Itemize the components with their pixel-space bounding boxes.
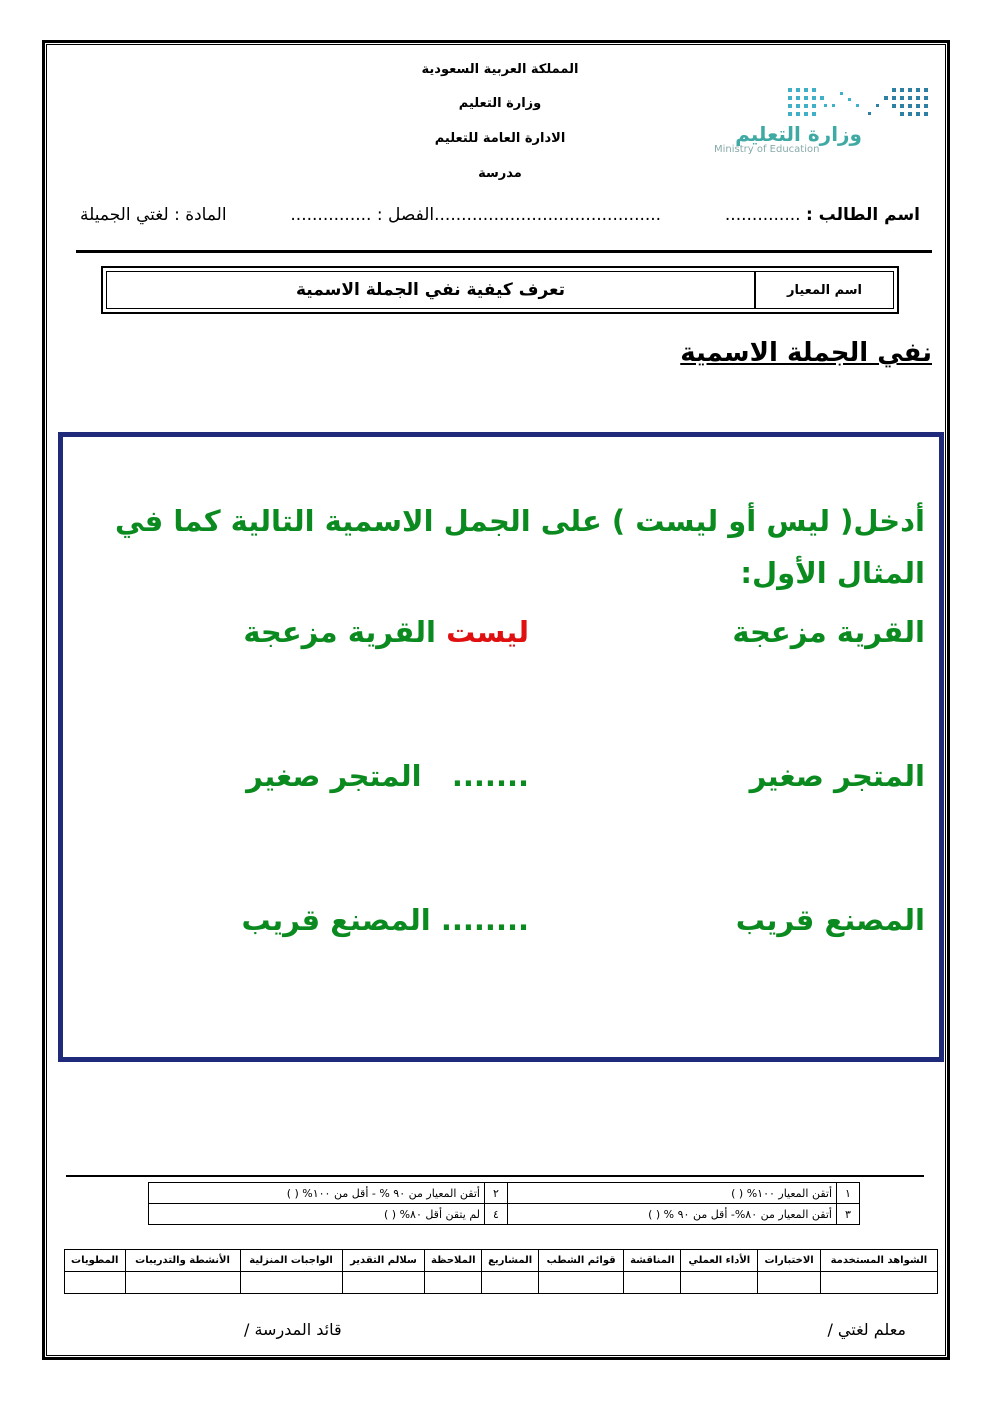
evidence-cell[interactable] (758, 1272, 821, 1294)
evidence-cell[interactable] (342, 1272, 425, 1294)
evidence-cell[interactable] (538, 1272, 623, 1294)
evidence-cell[interactable] (820, 1272, 937, 1294)
evidence-header: الاختبارات (758, 1250, 821, 1272)
student-name-label: اسم الطالب : (805, 205, 920, 225)
student-name-field: اسم الطالب : .............. (724, 205, 920, 225)
teacher-signature: معلم لغتي / (827, 1320, 906, 1339)
standard-box (106, 271, 894, 309)
logo-arabic-text: وزارة التعليم (735, 122, 862, 146)
exercise-sentence: المصنع قريب (735, 903, 925, 937)
subject-label: المادة : لغتي الجميلة (80, 205, 227, 225)
evidence-cell[interactable] (125, 1272, 240, 1294)
header-kingdom: المملكة العربية السعودية (421, 62, 579, 77)
evidence-cell[interactable] (624, 1272, 681, 1294)
standard-value: تعرف كيفية نفي الجملة الاسمية (295, 280, 566, 300)
student-info-row (80, 205, 920, 225)
exercise-answer: ليست القرية مزعجة (243, 615, 529, 649)
header-ministry: وزارة التعليم (458, 96, 542, 111)
negator-blank[interactable]: ........ (440, 903, 529, 937)
principal-signature: قائد المدرسة / (244, 1320, 342, 1339)
table-row: ١ أتقن المعيار ١٠٠% ( ) ٢ أتقن المعيار من ٩٠ % - أقل من ١٠٠% ( ) (149, 1183, 860, 1204)
table-row (65, 1272, 938, 1294)
table-row: ٣ أتقن المعيار من ٨٠%- أقل من ٩٠ % ( ) ٤ لم يتقن أقل ٨٠% ( ) (149, 1204, 860, 1225)
mastery-levels-table (148, 1182, 860, 1225)
evidence-cell[interactable] (425, 1272, 482, 1294)
exercise-answer: ....... المتجر صغير (246, 759, 529, 793)
evidence-header: الأداء العملي (681, 1250, 758, 1272)
lesson-title: نفي الجملة الاسمية (680, 338, 932, 368)
evidence-header: قوائم الشطب (538, 1250, 623, 1272)
logo-english-text: Ministry of Education (714, 144, 820, 155)
ministry-logo (712, 84, 937, 160)
evidence-header: المناقشة (624, 1250, 681, 1272)
exercise-instruction: أدخل( ليس أو ليست ) على الجمل الاسمية التالية كما في المثال الأول: (114, 504, 925, 590)
negator-blank[interactable]: ....... (451, 759, 529, 793)
header-school: مدرسة (478, 166, 522, 181)
exercise-answer: ........ المصنع قريب (241, 903, 529, 937)
evidence-cell[interactable] (65, 1272, 126, 1294)
standard-label: اسم المعيار (754, 272, 893, 308)
table-row (65, 1250, 938, 1272)
footer-divider (66, 1175, 924, 1177)
class-label: الفصل : (376, 205, 435, 225)
evidence-header: الواجبات المنزلية (240, 1250, 342, 1272)
evidence-cell[interactable] (681, 1272, 758, 1294)
exercise-sentence: القرية مزعجة (732, 615, 925, 649)
exercise-sentence: المتجر صغير (749, 759, 925, 793)
header-directorate: الادارة العامة للتعليم (434, 131, 566, 146)
header-divider (76, 250, 932, 253)
evidence-header: الأنشطة والتدريبات (125, 1250, 240, 1272)
evidence-header: المطويات (65, 1250, 126, 1272)
evidence-cell[interactable] (482, 1272, 539, 1294)
exercise-box (58, 432, 944, 1062)
evidence-table (64, 1249, 938, 1294)
evidence-header: سلالم التقدير (342, 1250, 425, 1272)
negator-word: ليست (446, 615, 529, 649)
evidence-cell[interactable] (240, 1272, 342, 1294)
evidence-header: الملاحظة (425, 1250, 482, 1272)
evidence-header: الشواهد المستخدمة (820, 1250, 937, 1272)
student-class-field: ..........................................الفصل : ............... (290, 205, 662, 225)
evidence-header: المشاريع (482, 1250, 539, 1272)
